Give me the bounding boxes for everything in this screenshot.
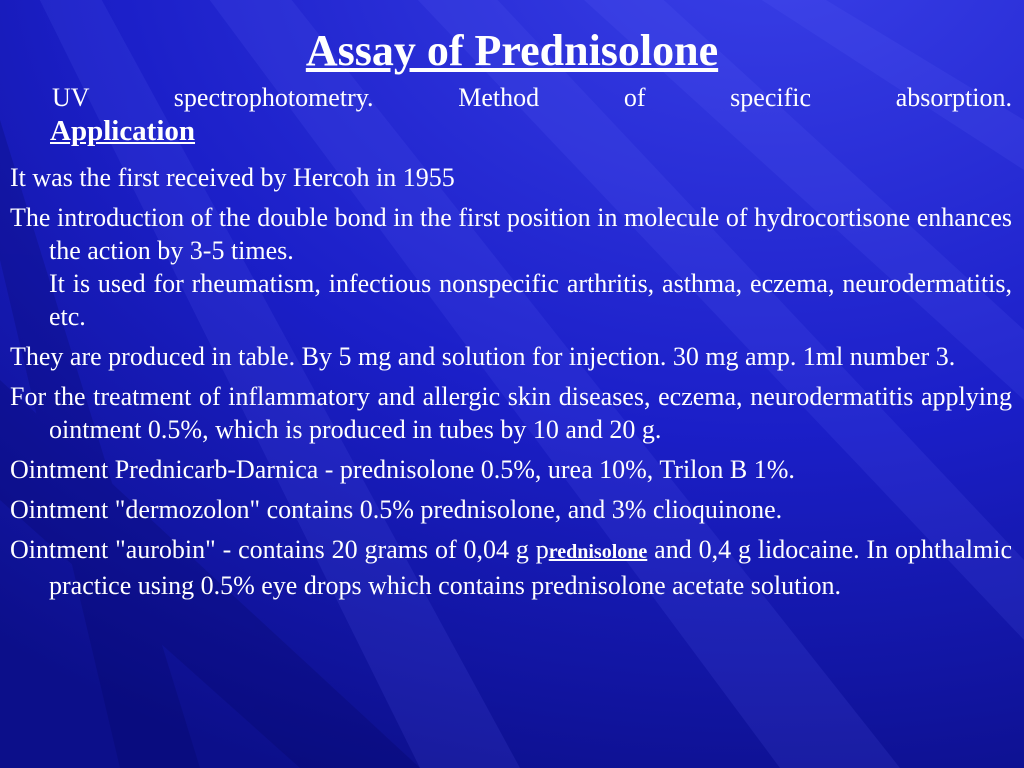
slide-title: Assay of Prednisolone <box>305 26 719 75</box>
paragraph: Ointment "dermozolon" contains 0.5% prednisolone, and 3% clioquinone. <box>10 495 783 524</box>
slide-subtitle: UV spectrophotometry. Method of specific absorption. <box>52 83 1012 112</box>
paragraph: Ointment "aurobin" - contains 20 grams of 0,04 g prednisolone and 0,4 g lidocaine. In ophthalmic practice using 0.5% eye drops which contains prednisolone acetate solution. <box>10 535 1012 600</box>
section-heading: Application <box>50 115 196 147</box>
paragraph: The introduction of the double bond in the first position in molecule of hydrocortisone enhances the action by 3-5 times. It is used for rheumatism, infectious nonspecific arthritis, asthma, eczema, neurodermatitis, etc. <box>10 203 1012 331</box>
slide-body <box>10 161 1012 609</box>
paragraph: Ointment Prednicarb-Darnica - prednisolone 0.5%, urea 10%, Trilon B 1%. <box>10 455 795 484</box>
paragraph: They are produced in table. By 5 mg and solution for injection. 30 mg amp. 1ml number 3. <box>10 342 956 371</box>
paragraph: For the treatment of inflammatory and allergic skin diseases, eczema, neurodermatitis applying ointment 0.5%, which is produced in tubes by 10 and 20 g. <box>10 382 1012 444</box>
paragraph: It was the first received by Hercoh in 1955 <box>10 163 455 192</box>
